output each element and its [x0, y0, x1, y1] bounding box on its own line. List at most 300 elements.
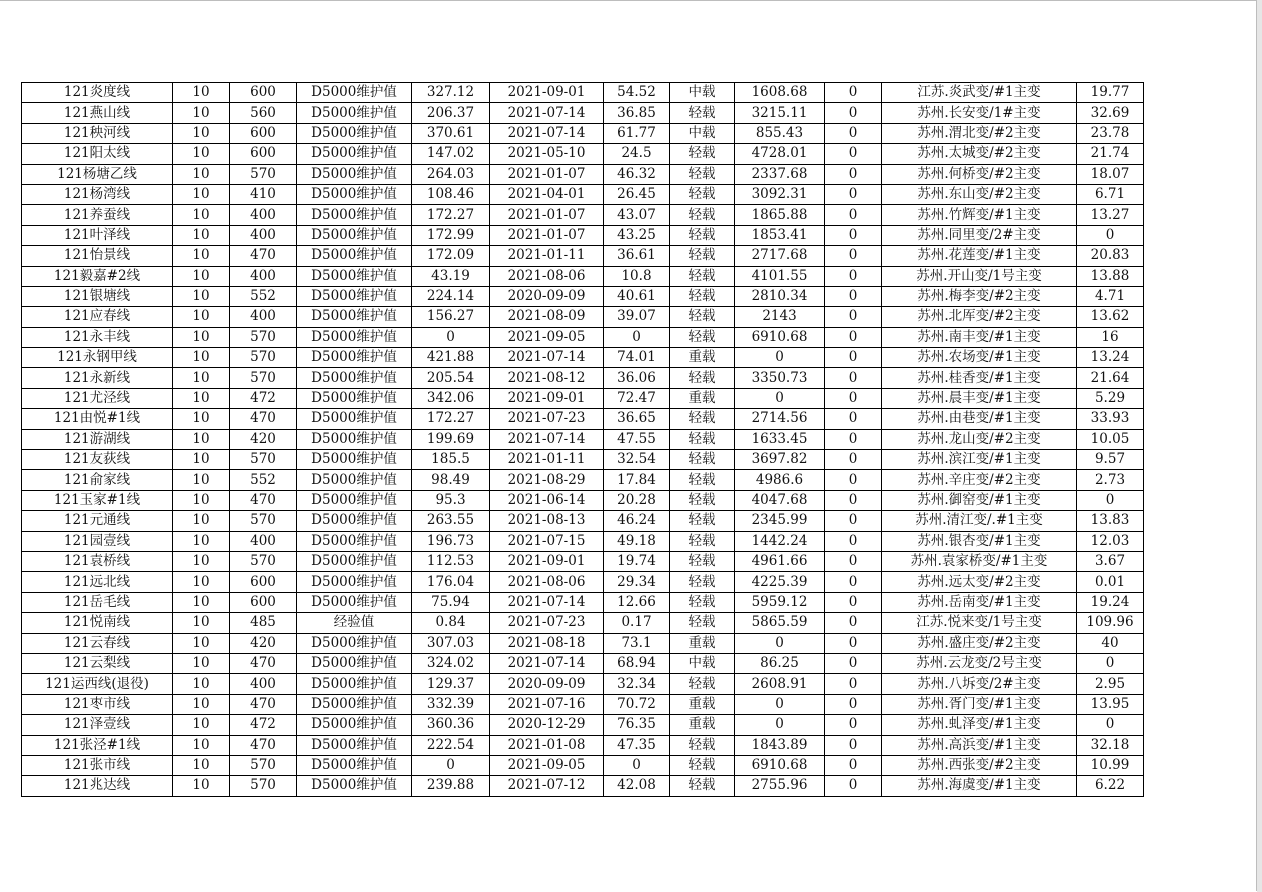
cell-transformer: 苏州.竹辉变/#1主变	[882, 205, 1077, 225]
cell-last-value: 6.71	[1077, 184, 1144, 204]
cell-load-status: 中载	[670, 123, 735, 143]
cell-current-value: 327.12	[412, 83, 490, 103]
table-row	[22, 368, 1144, 388]
cell-load-status: 重载	[670, 633, 735, 653]
cell-transformer: 苏州.虬泽变/#1主变	[882, 715, 1077, 735]
cell-load-status: 轻载	[670, 327, 735, 347]
cell-data-source: D5000维护值	[297, 531, 412, 551]
cell-last-value: 13.24	[1077, 348, 1144, 368]
cell-load-rate: 0.17	[604, 613, 670, 633]
cell-load-rate: 68.94	[604, 653, 670, 673]
cell-date: 2021-01-08	[490, 735, 604, 755]
cell-load-status: 轻载	[670, 307, 735, 327]
cell-transformer: 苏州.花莲变/#1主变	[882, 246, 1077, 266]
cell-current-value: 0	[412, 327, 490, 347]
cell-line-name: 121元通线	[22, 511, 173, 531]
cell-data-source: D5000维护值	[297, 735, 412, 755]
cell-voltage: 10	[173, 307, 230, 327]
cell-load-status: 轻载	[670, 409, 735, 429]
cell-transformer: 苏州.梅李变/#2主变	[882, 286, 1077, 306]
cell-load-rate: 29.34	[604, 572, 670, 592]
cell-remaining-capacity: 4986.6	[735, 470, 825, 490]
cell-current-value: 95.3	[412, 490, 490, 510]
cell-load-rate: 43.25	[604, 225, 670, 245]
cell-data-source: D5000维护值	[297, 144, 412, 164]
cell-date: 2021-06-14	[490, 490, 604, 510]
cell-line-name: 121玉家#1线	[22, 490, 173, 510]
cell-date: 2021-05-10	[490, 144, 604, 164]
cell-current-value: 172.09	[412, 246, 490, 266]
cell-load-rate: 24.5	[604, 144, 670, 164]
cell-data-source: D5000维护值	[297, 368, 412, 388]
cell-remaining-capacity: 2717.68	[735, 246, 825, 266]
cell-date: 2021-07-14	[490, 348, 604, 368]
cell-current-value: 176.04	[412, 572, 490, 592]
cell-zero-col: 0	[825, 694, 882, 714]
table-row	[22, 694, 1144, 714]
cell-line-name: 121云春线	[22, 633, 173, 653]
cell-zero-col: 0	[825, 123, 882, 143]
cell-load-status: 轻载	[670, 429, 735, 449]
cell-current-value: 332.39	[412, 694, 490, 714]
cell-date: 2021-07-23	[490, 613, 604, 633]
cell-line-name: 121远北线	[22, 572, 173, 592]
cell-current-value: 199.69	[412, 429, 490, 449]
cell-voltage: 10	[173, 715, 230, 735]
cell-load-status: 轻载	[670, 144, 735, 164]
cell-zero-col: 0	[825, 144, 882, 164]
cell-load-rate: 73.1	[604, 633, 670, 653]
cell-transformer: 苏州.渭北变/#2主变	[882, 123, 1077, 143]
cell-zero-col: 0	[825, 327, 882, 347]
cell-data-source: D5000维护值	[297, 246, 412, 266]
cell-remaining-capacity: 1843.89	[735, 735, 825, 755]
cell-line-name: 121枣市线	[22, 694, 173, 714]
cell-load-rate: 74.01	[604, 348, 670, 368]
cell-load-rate: 32.54	[604, 450, 670, 470]
cell-line-name: 121永新线	[22, 368, 173, 388]
cell-zero-col: 0	[825, 776, 882, 796]
cell-date: 2021-09-05	[490, 327, 604, 347]
cell-load-rate: 0	[604, 755, 670, 775]
cell-data-source: 经验值	[297, 613, 412, 633]
cell-current-value: 224.14	[412, 286, 490, 306]
cell-voltage: 10	[173, 551, 230, 571]
cell-voltage: 10	[173, 327, 230, 347]
cell-current-value: 75.94	[412, 592, 490, 612]
cell-line-name: 121毅嘉#2线	[22, 266, 173, 286]
cell-last-value: 109.96	[1077, 613, 1144, 633]
cell-date: 2021-07-15	[490, 531, 604, 551]
cell-remaining-capacity: 2143	[735, 307, 825, 327]
cell-voltage: 10	[173, 653, 230, 673]
cell-transformer: 苏州.滨江变/#1主变	[882, 450, 1077, 470]
cell-zero-col: 0	[825, 164, 882, 184]
table-row	[22, 653, 1144, 673]
cell-data-source: D5000维护值	[297, 286, 412, 306]
cell-last-value: 40	[1077, 633, 1144, 653]
cell-remaining-capacity: 6910.68	[735, 327, 825, 347]
cell-rated-current: 470	[230, 694, 297, 714]
cell-last-value: 23.78	[1077, 123, 1144, 143]
cell-rated-current: 600	[230, 123, 297, 143]
cell-last-value: 19.77	[1077, 83, 1144, 103]
cell-load-status: 轻载	[670, 551, 735, 571]
cell-load-status: 中载	[670, 653, 735, 673]
table-row	[22, 388, 1144, 408]
cell-load-status: 轻载	[670, 246, 735, 266]
table-row	[22, 225, 1144, 245]
cell-voltage: 10	[173, 490, 230, 510]
cell-load-status: 轻载	[670, 592, 735, 612]
cell-last-value: 0	[1077, 225, 1144, 245]
cell-transformer: 苏州.何桥变/#2主变	[882, 164, 1077, 184]
cell-line-name: 121运西线(退役)	[22, 674, 173, 694]
cell-voltage: 10	[173, 470, 230, 490]
cell-date: 2021-08-06	[490, 572, 604, 592]
cell-rated-current: 600	[230, 83, 297, 103]
cell-last-value: 13.83	[1077, 511, 1144, 531]
cell-rated-current: 470	[230, 246, 297, 266]
cell-load-status: 轻载	[670, 735, 735, 755]
cell-current-value: 360.36	[412, 715, 490, 735]
table-row	[22, 266, 1144, 286]
cell-current-value: 147.02	[412, 144, 490, 164]
cell-remaining-capacity: 2755.96	[735, 776, 825, 796]
cell-transformer: 苏州.西张变/#2主变	[882, 755, 1077, 775]
cell-data-source: D5000维护值	[297, 490, 412, 510]
cell-transformer: 苏州.南丰变/#1主变	[882, 327, 1077, 347]
cell-line-name: 121由悦#1线	[22, 409, 173, 429]
cell-last-value: 21.74	[1077, 144, 1144, 164]
cell-load-rate: 32.34	[604, 674, 670, 694]
cell-zero-col: 0	[825, 572, 882, 592]
cell-current-value: 43.19	[412, 266, 490, 286]
cell-data-source: D5000维护值	[297, 123, 412, 143]
cell-zero-col: 0	[825, 511, 882, 531]
cell-remaining-capacity: 0	[735, 633, 825, 653]
cell-voltage: 10	[173, 511, 230, 531]
cell-transformer: 苏州.辛庄变/#2主变	[882, 470, 1077, 490]
cell-zero-col: 0	[825, 225, 882, 245]
cell-line-name: 121杨塘乙线	[22, 164, 173, 184]
table-body	[22, 83, 1144, 797]
cell-load-status: 轻载	[670, 225, 735, 245]
cell-last-value: 9.57	[1077, 450, 1144, 470]
cell-load-rate: 43.07	[604, 205, 670, 225]
cell-date: 2021-09-05	[490, 755, 604, 775]
cell-date: 2021-07-23	[490, 409, 604, 429]
cell-last-value: 13.88	[1077, 266, 1144, 286]
cell-zero-col: 0	[825, 266, 882, 286]
cell-date: 2021-09-01	[490, 551, 604, 571]
cell-line-name: 121张泾#1线	[22, 735, 173, 755]
cell-zero-col: 0	[825, 409, 882, 429]
cell-zero-col: 0	[825, 368, 882, 388]
cell-transformer: 苏州.海虞变/#1主变	[882, 776, 1077, 796]
cell-load-rate: 36.65	[604, 409, 670, 429]
cell-line-name: 121尤泾线	[22, 388, 173, 408]
cell-data-source: D5000维护值	[297, 184, 412, 204]
cell-zero-col: 0	[825, 388, 882, 408]
cell-current-value: 129.37	[412, 674, 490, 694]
cell-transformer: 苏州.北厍变/#2主变	[882, 307, 1077, 327]
cell-zero-col: 0	[825, 103, 882, 123]
cell-load-rate: 20.28	[604, 490, 670, 510]
cell-load-rate: 36.85	[604, 103, 670, 123]
cell-date: 2021-01-11	[490, 246, 604, 266]
cell-data-source: D5000维护值	[297, 429, 412, 449]
cell-data-source: D5000维护值	[297, 776, 412, 796]
cell-voltage: 10	[173, 368, 230, 388]
cell-remaining-capacity: 1442.24	[735, 531, 825, 551]
cell-rated-current: 600	[230, 572, 297, 592]
cell-line-name: 121银塘线	[22, 286, 173, 306]
cell-rated-current: 570	[230, 348, 297, 368]
cell-load-rate: 10.8	[604, 266, 670, 286]
cell-rated-current: 472	[230, 388, 297, 408]
table-row	[22, 123, 1144, 143]
cell-line-name: 121养蚕线	[22, 205, 173, 225]
cell-data-source: D5000维护值	[297, 388, 412, 408]
table-row	[22, 735, 1144, 755]
cell-rated-current: 570	[230, 327, 297, 347]
table-row	[22, 164, 1144, 184]
cell-last-value: 20.83	[1077, 246, 1144, 266]
cell-date: 2020-12-29	[490, 715, 604, 735]
cell-data-source: D5000维护值	[297, 266, 412, 286]
cell-load-rate: 26.45	[604, 184, 670, 204]
cell-remaining-capacity: 2810.34	[735, 286, 825, 306]
cell-zero-col: 0	[825, 613, 882, 633]
cell-load-status: 重载	[670, 388, 735, 408]
cell-load-status: 轻载	[670, 205, 735, 225]
cell-zero-col: 0	[825, 83, 882, 103]
cell-zero-col: 0	[825, 735, 882, 755]
cell-data-source: D5000维护值	[297, 103, 412, 123]
cell-voltage: 10	[173, 144, 230, 164]
cell-rated-current: 420	[230, 429, 297, 449]
table-row	[22, 327, 1144, 347]
cell-rated-current: 570	[230, 164, 297, 184]
cell-rated-current: 470	[230, 735, 297, 755]
cell-date: 2021-01-07	[490, 225, 604, 245]
cell-remaining-capacity: 2337.68	[735, 164, 825, 184]
cell-last-value: 0	[1077, 490, 1144, 510]
table-row	[22, 551, 1144, 571]
cell-rated-current: 400	[230, 307, 297, 327]
cell-rated-current: 400	[230, 205, 297, 225]
cell-remaining-capacity: 86.25	[735, 653, 825, 673]
table-row	[22, 144, 1144, 164]
cell-remaining-capacity: 0	[735, 388, 825, 408]
cell-date: 2021-01-07	[490, 164, 604, 184]
cell-transformer: 苏州.御窑变/#1主变	[882, 490, 1077, 510]
cell-remaining-capacity: 3350.73	[735, 368, 825, 388]
table-row	[22, 184, 1144, 204]
table-row	[22, 633, 1144, 653]
cell-date: 2021-09-01	[490, 83, 604, 103]
cell-load-rate: 17.84	[604, 470, 670, 490]
cell-transformer: 苏州.云龙变/2号主变	[882, 653, 1077, 673]
cell-load-status: 轻载	[670, 184, 735, 204]
cell-zero-col: 0	[825, 184, 882, 204]
cell-load-rate: 76.35	[604, 715, 670, 735]
cell-voltage: 10	[173, 184, 230, 204]
cell-data-source: D5000维护值	[297, 205, 412, 225]
cell-current-value: 0.84	[412, 613, 490, 633]
cell-load-status: 轻载	[670, 470, 735, 490]
cell-transformer: 苏州.长安变/1#主变	[882, 103, 1077, 123]
table-row	[22, 572, 1144, 592]
cell-transformer: 苏州.高浜变/#1主变	[882, 735, 1077, 755]
cell-load-rate: 49.18	[604, 531, 670, 551]
cell-load-status: 中载	[670, 83, 735, 103]
cell-load-rate: 36.06	[604, 368, 670, 388]
cell-last-value: 2.95	[1077, 674, 1144, 694]
cell-line-name: 121应春线	[22, 307, 173, 327]
table-row	[22, 83, 1144, 103]
cell-rated-current: 470	[230, 409, 297, 429]
cell-voltage: 10	[173, 429, 230, 449]
cell-transformer: 苏州.远太变/#2主变	[882, 572, 1077, 592]
cell-load-status: 轻载	[670, 368, 735, 388]
cell-data-source: D5000维护值	[297, 694, 412, 714]
cell-last-value: 32.18	[1077, 735, 1144, 755]
cell-remaining-capacity: 4961.66	[735, 551, 825, 571]
cell-line-name: 121炎度线	[22, 83, 173, 103]
cell-voltage: 10	[173, 103, 230, 123]
cell-zero-col: 0	[825, 246, 882, 266]
cell-zero-col: 0	[825, 653, 882, 673]
cell-voltage: 10	[173, 531, 230, 551]
cell-last-value: 4.71	[1077, 286, 1144, 306]
cell-load-status: 重载	[670, 715, 735, 735]
cell-load-status: 轻载	[670, 490, 735, 510]
cell-zero-col: 0	[825, 551, 882, 571]
cell-load-rate: 39.07	[604, 307, 670, 327]
cell-voltage: 10	[173, 246, 230, 266]
cell-transformer: 苏州.袁家桥变/#1主变	[882, 551, 1077, 571]
cell-load-rate: 36.61	[604, 246, 670, 266]
cell-current-value: 324.02	[412, 653, 490, 673]
cell-load-status: 轻载	[670, 776, 735, 796]
cell-transformer: 苏州.桂香变/#1主变	[882, 368, 1077, 388]
cell-date: 2021-07-14	[490, 592, 604, 612]
cell-data-source: D5000维护值	[297, 674, 412, 694]
cell-current-value: 172.99	[412, 225, 490, 245]
cell-load-rate: 47.35	[604, 735, 670, 755]
cell-zero-col: 0	[825, 450, 882, 470]
table-row	[22, 470, 1144, 490]
cell-last-value: 21.64	[1077, 368, 1144, 388]
cell-date: 2021-08-29	[490, 470, 604, 490]
cell-current-value: 108.46	[412, 184, 490, 204]
cell-date: 2021-01-11	[490, 450, 604, 470]
cell-voltage: 10	[173, 83, 230, 103]
cell-data-source: D5000维护值	[297, 470, 412, 490]
cell-transformer: 苏州.同里变/2#主变	[882, 225, 1077, 245]
cell-remaining-capacity: 5865.59	[735, 613, 825, 633]
cell-last-value: 13.95	[1077, 694, 1144, 714]
cell-rated-current: 552	[230, 470, 297, 490]
cell-load-rate: 61.77	[604, 123, 670, 143]
cell-line-name: 121燕山线	[22, 103, 173, 123]
cell-load-rate: 12.66	[604, 592, 670, 612]
cell-rated-current: 485	[230, 613, 297, 633]
cell-transformer: 苏州.由巷变/#1主变	[882, 409, 1077, 429]
table-row	[22, 755, 1144, 775]
cell-zero-col: 0	[825, 470, 882, 490]
cell-zero-col: 0	[825, 286, 882, 306]
cell-line-name: 121泽壹线	[22, 715, 173, 735]
cell-data-source: D5000维护值	[297, 450, 412, 470]
cell-transformer: 苏州.胥门变/#1主变	[882, 694, 1077, 714]
cell-remaining-capacity: 1608.68	[735, 83, 825, 103]
cell-line-name: 121秧河线	[22, 123, 173, 143]
cell-line-name: 121游湖线	[22, 429, 173, 449]
cell-rated-current: 400	[230, 225, 297, 245]
cell-transformer: 苏州.银杏变/#1主变	[882, 531, 1077, 551]
cell-remaining-capacity: 0	[735, 348, 825, 368]
table-row	[22, 450, 1144, 470]
cell-date: 2021-07-14	[490, 653, 604, 673]
cell-line-name: 121永丰线	[22, 327, 173, 347]
cell-remaining-capacity: 1865.88	[735, 205, 825, 225]
cell-zero-col: 0	[825, 429, 882, 449]
cell-line-name: 121友荻线	[22, 450, 173, 470]
cell-rated-current: 570	[230, 776, 297, 796]
cell-data-source: D5000维护值	[297, 551, 412, 571]
cell-rated-current: 570	[230, 755, 297, 775]
cell-voltage: 10	[173, 633, 230, 653]
table-row	[22, 429, 1144, 449]
page-edge-shadow	[1257, 0, 1262, 892]
cell-current-value: 239.88	[412, 776, 490, 796]
cell-voltage: 10	[173, 164, 230, 184]
cell-last-value: 3.67	[1077, 551, 1144, 571]
cell-transformer: 苏州.八坼变/2#主变	[882, 674, 1077, 694]
cell-load-rate: 46.24	[604, 511, 670, 531]
cell-date: 2021-01-07	[490, 205, 604, 225]
cell-last-value: 6.22	[1077, 776, 1144, 796]
table-row	[22, 592, 1144, 612]
cell-remaining-capacity: 5959.12	[735, 592, 825, 612]
table-row	[22, 511, 1144, 531]
cell-load-status: 轻载	[670, 511, 735, 531]
cell-remaining-capacity: 2608.91	[735, 674, 825, 694]
cell-last-value: 2.73	[1077, 470, 1144, 490]
cell-last-value: 10.05	[1077, 429, 1144, 449]
cell-transformer: 江苏.悦来变/1号主变	[882, 613, 1077, 633]
cell-remaining-capacity: 1633.45	[735, 429, 825, 449]
cell-last-value: 10.99	[1077, 755, 1144, 775]
table-row	[22, 674, 1144, 694]
cell-last-value: 5.29	[1077, 388, 1144, 408]
cell-last-value: 32.69	[1077, 103, 1144, 123]
cell-line-name: 121张市线	[22, 755, 173, 775]
table-row	[22, 531, 1144, 551]
cell-current-value: 421.88	[412, 348, 490, 368]
cell-line-name: 121袁桥线	[22, 551, 173, 571]
table-row	[22, 715, 1144, 735]
cell-zero-col: 0	[825, 531, 882, 551]
cell-remaining-capacity: 4047.68	[735, 490, 825, 510]
cell-load-status: 轻载	[670, 164, 735, 184]
cell-data-source: D5000维护值	[297, 511, 412, 531]
cell-last-value: 33.93	[1077, 409, 1144, 429]
cell-date: 2020-09-09	[490, 674, 604, 694]
